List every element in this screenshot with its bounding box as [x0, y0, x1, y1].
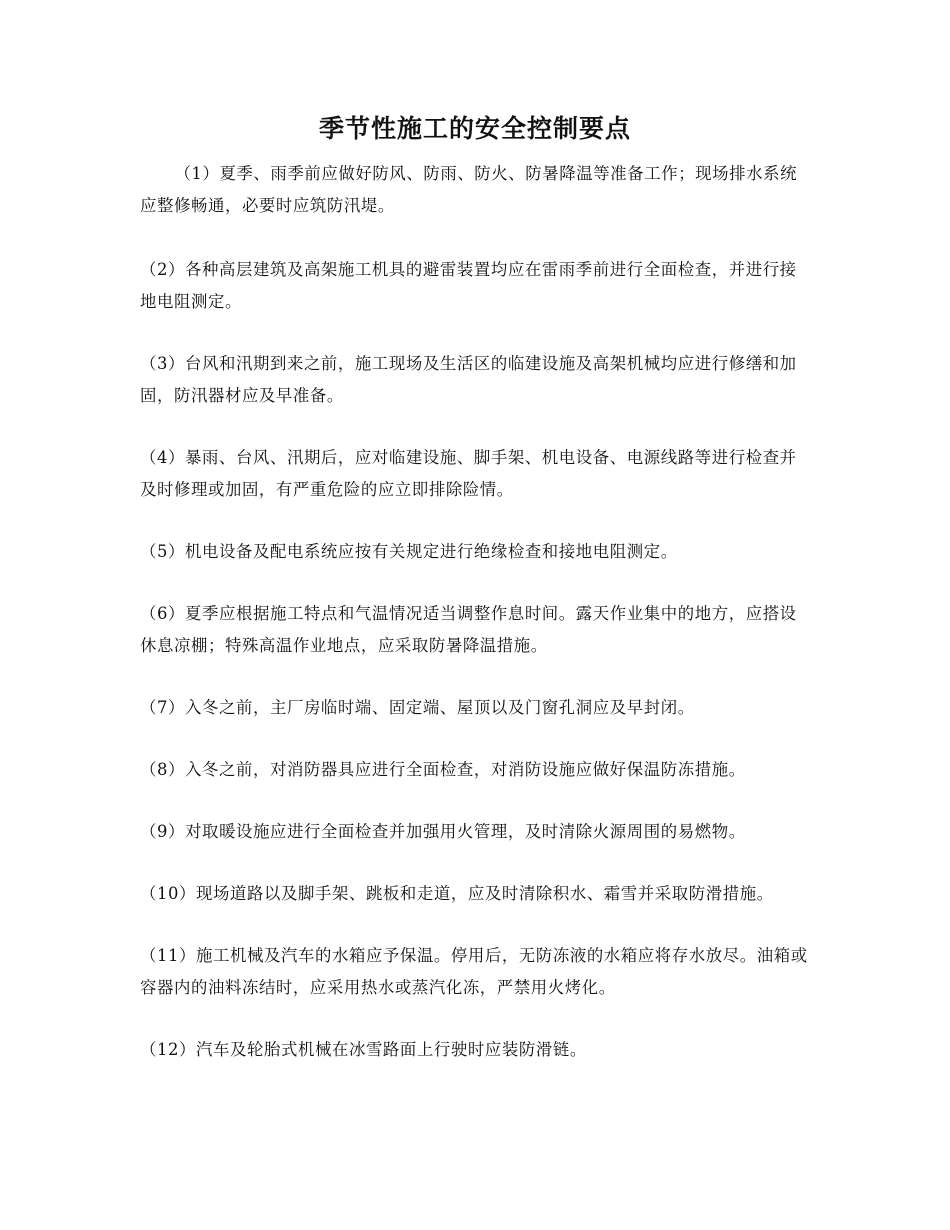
paragraph-2: （2）各种高层建筑及高架施工机具的避雷装置均应在雷雨季前进行全面检查，并进行接地电阻测定。: [140, 260, 797, 311]
paragraph-5: （5）机电设备及配电系统应按有关规定进行绝缘检查和接地电阻测定。: [140, 542, 678, 561]
document-title: 季节性施工的安全控制要点: [318, 114, 631, 143]
paragraph-8: （8）入冬之前，对消防器具应进行全面检查，对消防设施应做好保温防冻措施。: [140, 760, 746, 779]
paragraph-4: （4）暴雨、台风、汛期后，应对临建设施、脚手架、机电设备、电源线路等进行检查并及时修理或加固，有严重危险的应立即排除险情。: [140, 448, 797, 499]
paragraph-12: （12）汽车及轮胎式机械在冰雪路面上行驶时应装防滑链。: [140, 1040, 587, 1059]
document-body: [140, 158, 810, 1096]
paragraph-1: （1）夏季、雨季前应做好防风、防雨、防火、防暑降温等准备工作；现场排水系统应整修畅通，必要时应筑防汛堤。: [140, 164, 798, 215]
paragraph-6: （6）夏季应根据施工特点和气温情况适当调整作息时间。露天作业集中的地方，应搭设休息凉棚；特殊高温作业地点，应采取防暑降温措施。: [140, 604, 797, 655]
paragraph-7: （7）入冬之前，主厂房临时端、固定端、屋顶以及门窗孔洞应及早封闭。: [140, 698, 695, 717]
paragraph-11: （11）施工机械及汽车的水箱应予保温。停用后，无防冻液的水箱应将存水放尽。油箱或容器内的油料冻结时，应采用热水或蒸汽化冻，严禁用火烤化。: [140, 946, 808, 997]
paragraph-9: （9）对取暖设施应进行全面检查并加强用火管理，及时清除火源周围的易燃物。: [140, 822, 746, 841]
paragraph-3: （3）台风和汛期到来之前，施工现场及生活区的临建设施及高架机械均应进行修缮和加固，防汛器材应及早准备。: [140, 354, 797, 405]
paragraph-10: （10）现场道路以及脚手架、跳板和走道，应及时清除积水、霜雪并采取防滑措施。: [140, 884, 774, 903]
